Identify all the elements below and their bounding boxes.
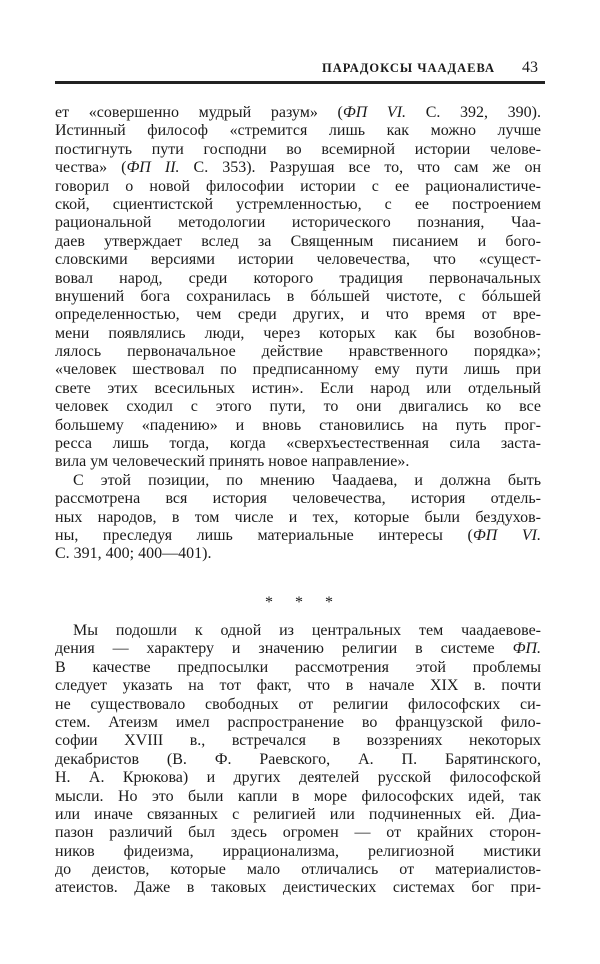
text-segment: или иначе связанных с религией или подчиненных ей. Диа- — [55, 805, 541, 823]
text-segment: С. 391, 400; 400—401). — [55, 545, 212, 563]
text-segment: говорил о новой философии истории с ее рационалистиче- — [55, 177, 541, 195]
text-line — [55, 288, 541, 306]
text-line — [55, 104, 541, 122]
text-line — [55, 545, 541, 563]
text-line — [55, 214, 541, 232]
text-block-1 — [55, 104, 541, 564]
text-segment: ных народов, в том числе и тех, которые были бездухов- — [55, 508, 541, 526]
text-segment: Н. А. Крюкова) и других деятелей русской философской — [55, 769, 541, 787]
text-segment: не существовало свободных от религии философских си- — [55, 695, 541, 713]
citation-reference: ФП VI. — [472, 526, 541, 544]
text-segment: ской, сциентистской устремленностью, с ее построением — [55, 195, 541, 213]
text-line — [55, 306, 541, 324]
text-line — [55, 361, 541, 379]
text-segment: вила ум человеческий принять новое направление». — [55, 453, 410, 471]
text-line — [55, 861, 541, 879]
text-segment: пазон различий был здесь огромен — от крайних сторон- — [55, 824, 541, 842]
text-line — [55, 490, 541, 508]
text-line — [55, 270, 541, 288]
text-line — [55, 622, 541, 640]
text-segment: ресса лишь тогда, когда «сверхъестественная сила заста- — [55, 435, 541, 453]
text-line — [55, 769, 541, 787]
text-segment: стем. Атеизм имел распространение во французской фило- — [55, 713, 541, 731]
text-line — [55, 696, 541, 714]
text-segment: С. 353). Разрушая все то, что сам же он — [179, 159, 541, 177]
text-segment: ет «совершенно мудрый разум» ( — [55, 104, 343, 121]
text-line — [55, 732, 541, 750]
text-line — [55, 398, 541, 416]
running-header-title: ПАРАДОКСЫ ЧААДАЕВА — [322, 61, 496, 75]
text-block-2 — [55, 622, 541, 898]
text-line — [55, 325, 541, 343]
section-separator: * * * — [265, 594, 342, 611]
text-segment: ников фидеизма, иррационализма, религиозной мистики — [55, 842, 541, 860]
text-line — [55, 122, 541, 140]
text-segment: постигнуть пути господни во всемирной истории челове- — [55, 140, 541, 158]
page-number: 43 — [522, 59, 538, 76]
text-line — [55, 714, 541, 732]
text-line — [55, 251, 541, 269]
text-segment: лялось первоначальное действие нравственного порядка»; — [55, 343, 541, 361]
text-segment: свете этих всесильных истин». Если народ или отдельный — [55, 379, 541, 397]
text-segment: В качестве предпосылки рассмотрения этой проблемы — [55, 658, 541, 676]
text-segment: атеистов. Даже в таковых деистических системах бог при- — [55, 879, 541, 897]
text-line — [55, 159, 541, 177]
citation-reference: ФП II. — [126, 159, 180, 177]
text-line — [55, 677, 541, 695]
text-segment: софии XVIII в., встречался в воззрениях некоторых — [55, 732, 541, 750]
text-line — [55, 417, 541, 435]
text-line — [55, 196, 541, 214]
text-line — [55, 472, 541, 490]
text-segment: чества» ( — [55, 159, 127, 177]
text-line — [55, 527, 541, 545]
text-line — [55, 509, 541, 527]
text-line — [55, 380, 541, 398]
text-segment: словскими версиями истории человечества, что «сущест- — [55, 251, 541, 269]
text-segment: следует указать на тот факт, что в начале XIX в. почти — [55, 677, 541, 695]
text-segment: внушений бога сохранилась в бóльшей чистоте, с бóльшей — [55, 287, 541, 305]
text-segment: «человек шествовал по предписанному ему пути лишь при — [55, 361, 541, 379]
text-segment: С. 392, 390). — [406, 104, 541, 121]
text-line — [55, 843, 541, 861]
text-line — [55, 659, 541, 677]
text-line — [55, 343, 541, 361]
text-line — [55, 751, 541, 769]
text-segment: мени появлялись люди, через которых как бы возобнов- — [55, 324, 541, 342]
text-line — [55, 640, 541, 658]
text-segment: дения — характеру и значению религии в системе — [55, 640, 513, 658]
text-line — [55, 879, 541, 897]
text-segment: рациональной методологии исторического познания, Чаа- — [55, 214, 541, 232]
text-line — [55, 435, 541, 453]
text-segment: определенностью, чем среди других, и что время от вре- — [55, 306, 541, 324]
text-segment: мысли. Но это были капли в море философских идей, так — [55, 787, 541, 805]
text-line — [55, 178, 541, 196]
text-segment: большему «падению» и вновь становились на путь прог- — [55, 416, 541, 434]
text-segment: декабристов (В. Ф. Раевского, А. П. Барятинского, — [55, 750, 541, 768]
text-segment: рассмотрена вся история человечества, история отдель- — [55, 490, 541, 508]
text-segment: вовал народ, среди которого традиция первоначальных — [55, 269, 541, 287]
text-segment: даев утверждает вслед за Священным писанием и бого- — [55, 232, 541, 250]
citation-reference: ФП. — [512, 640, 541, 658]
text-line — [55, 806, 541, 824]
text-line — [55, 788, 541, 806]
text-segment: человек сходил с этого пути, то они двигались ко все — [55, 398, 541, 416]
text-line — [55, 233, 541, 251]
text-segment: С этой позиции, по мнению Чаадаева, и должна быть — [73, 471, 541, 489]
header-rule — [55, 81, 545, 84]
citation-reference: ФП VI. — [342, 104, 407, 121]
text-line — [55, 141, 541, 159]
text-line — [55, 824, 541, 842]
text-segment: до деистов, которые мало отличались от материалистов- — [55, 861, 541, 879]
text-line — [55, 453, 541, 471]
text-segment: ны, преследуя лишь материальные интересы ( — [55, 526, 473, 544]
text-segment: Истинный философ «стремится лишь как можно лучше — [55, 122, 541, 140]
text-segment: Мы подошли к одной из центральных тем чаадаевове- — [73, 622, 541, 639]
